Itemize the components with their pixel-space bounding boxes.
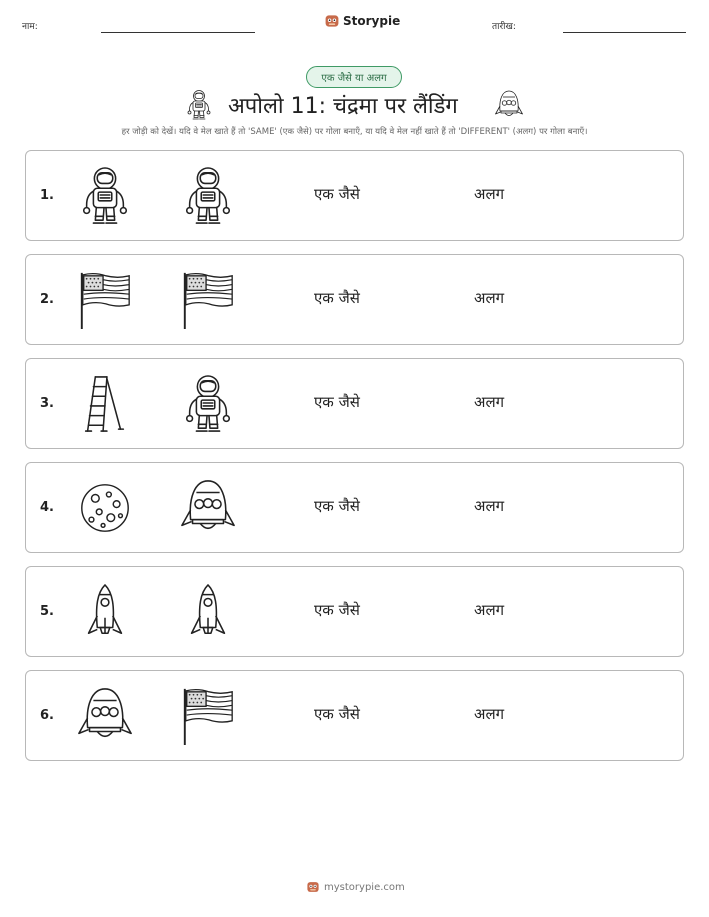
different-option[interactable]: अलग <box>474 497 505 515</box>
rocket-icon <box>76 581 134 643</box>
item-number: 4. <box>40 500 54 515</box>
same-option[interactable]: एक जैसे <box>314 185 360 203</box>
astronaut-icon <box>179 373 237 435</box>
flag-icon <box>76 269 134 331</box>
astronaut-icon <box>184 88 214 122</box>
footer <box>306 880 405 894</box>
astronaut-icon <box>179 165 237 227</box>
name-field[interactable] <box>101 32 255 33</box>
capsule-icon <box>76 685 134 747</box>
exercise-row <box>25 150 684 241</box>
different-option[interactable]: अलग <box>474 289 505 307</box>
storypie-mascot-icon <box>324 13 340 29</box>
different-option[interactable]: अलग <box>474 185 505 203</box>
footer-site[interactable]: mystorypie.com <box>324 881 405 893</box>
item-number: 1. <box>40 188 54 203</box>
activity-badge: एक जैसे या अलग <box>306 66 402 88</box>
capsule-icon <box>494 88 524 122</box>
same-option[interactable]: एक जैसे <box>314 705 360 723</box>
title-row <box>0 88 709 124</box>
storypie-mascot-icon <box>306 880 320 894</box>
date-field[interactable] <box>563 32 686 33</box>
flag-icon <box>179 685 237 747</box>
same-option[interactable]: एक जैसे <box>314 497 360 515</box>
capsule-icon <box>179 477 237 539</box>
item-number: 6. <box>40 708 54 723</box>
item-number: 5. <box>40 604 54 619</box>
exercise-row <box>25 566 684 657</box>
different-option[interactable]: अलग <box>474 705 505 723</box>
exercise-row <box>25 254 684 345</box>
exercise-row <box>25 358 684 449</box>
item-number: 3. <box>40 396 54 411</box>
same-option[interactable]: एक जैसे <box>314 601 360 619</box>
ladder-icon <box>76 373 134 435</box>
date-label: तारीख: <box>492 22 516 32</box>
different-option[interactable]: अलग <box>474 393 505 411</box>
brand-name: Storypie <box>343 14 401 28</box>
worksheet-header <box>0 0 709 50</box>
flag-icon <box>179 269 237 331</box>
moon-icon <box>76 477 134 539</box>
exercise-row <box>25 670 684 761</box>
astronaut-icon <box>76 165 134 227</box>
name-label: नाम: <box>22 22 38 32</box>
storypie-logo <box>324 13 400 29</box>
same-option[interactable]: एक जैसे <box>314 289 360 307</box>
item-number: 2. <box>40 292 54 307</box>
same-option[interactable]: एक जैसे <box>314 393 360 411</box>
rocket-icon <box>179 581 237 643</box>
exercise-row <box>25 462 684 553</box>
instructions: हर जोड़ी को देखें। यदि वे मेल खाते हैं तो 'SAME' (एक जैसे) पर गोला बनाएँ, या यदि वे मेल नहीं खाते हैं तो 'DIFFERENT' (अलग) पर गोला बनाएँ। <box>121 127 588 137</box>
different-option[interactable]: अलग <box>474 601 505 619</box>
page-title: अपोलो 11: चंद्रमा पर लैंडिंग <box>228 94 458 119</box>
